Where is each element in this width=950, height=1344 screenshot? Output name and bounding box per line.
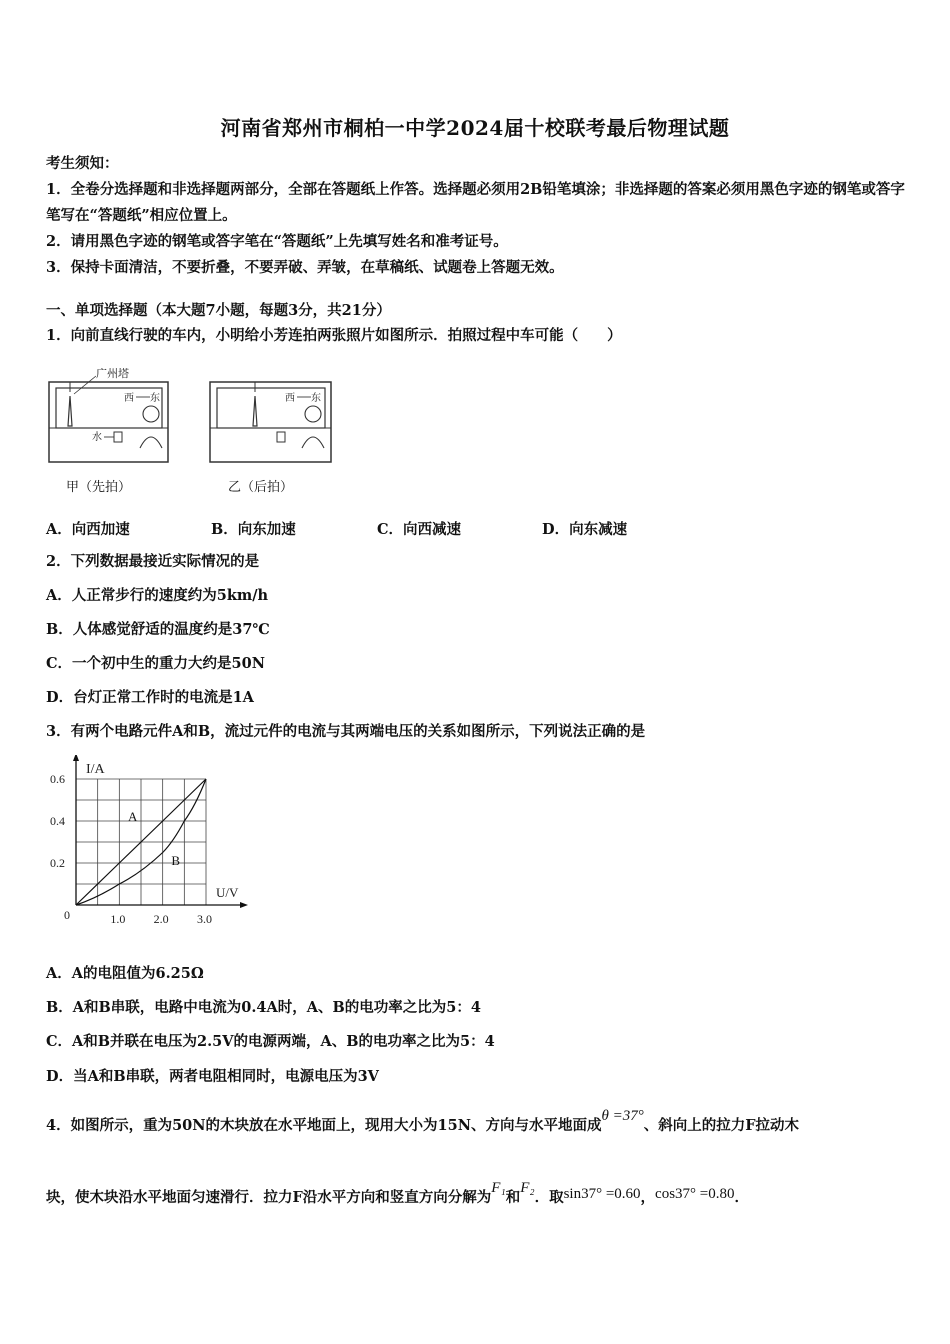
section-heading: 一、单项选择题（本大题7小题，每题3分，共21分） xyxy=(46,302,391,319)
y-axis-label: I/A xyxy=(86,762,105,777)
y-axis-arrow xyxy=(73,755,79,761)
caption-a: 甲（先拍） xyxy=(66,480,132,495)
water-bottle-icon xyxy=(277,432,285,442)
caption-b: 乙（后拍） xyxy=(228,480,294,495)
q4-cos: cos37° =0.80 xyxy=(655,1186,735,1202)
q2-option[interactable]: B．人体感觉舒适的温度约是37℃ xyxy=(46,621,270,638)
note-item: 3．保持卡面清洁，不要折叠，不要弄破、弄皱，在草稿纸、试题卷上答题无效。 xyxy=(46,259,564,276)
q1-option[interactable]: C．向西减速 xyxy=(377,521,462,538)
tower-icon xyxy=(68,396,72,426)
q1-stem: 1．向前直线行驶的车内，小明给小芳连拍两张照片如图所示．拍照过程中车可能（ ） xyxy=(46,327,622,344)
label-west: 西 xyxy=(285,393,295,404)
label-west: 西 xyxy=(124,393,134,404)
q4-text: ． xyxy=(734,1189,749,1206)
q4-text: 4．如图所示，重为50N的木块放在水平地面上，现用大小为15N、方向与水平地面成 xyxy=(46,1117,602,1134)
x-tick-label: 2.0 xyxy=(153,912,169,926)
label-tower: 广州塔 xyxy=(96,368,129,380)
q2-option[interactable]: D．台灯正常工作时的电流是1A xyxy=(46,689,254,706)
q2-option[interactable]: A．人正常步行的速度约为5km/h xyxy=(46,587,269,604)
exam-notes xyxy=(46,151,906,281)
q4-f1: F₁ xyxy=(491,1180,506,1196)
x-axis-arrow xyxy=(240,902,248,908)
note-item: 1．全卷分选择题和非选择题两部分，全部在答题纸上作答。选择题必须用2B铅笔填涂；非选择题的答案必须用黑色字迹的钢笔或答字笔写在“答题纸”相应位置上。 xyxy=(46,181,905,224)
girl-icon xyxy=(305,406,321,422)
q3-option[interactable]: D．当A和B串联，两者电阻相同时，电源电压为3V xyxy=(46,1068,379,1085)
q2-stem: 2．下列数据最接近实际情况的是 xyxy=(46,553,260,570)
note-item: 2．请用黑色字迹的钢笔或答字笔在“答题纸”上先填写姓名和准考证号。 xyxy=(46,233,508,250)
photo-a xyxy=(48,368,170,464)
x-axis-label: U/V xyxy=(216,885,239,900)
y-tick-label: 0.4 xyxy=(50,814,65,828)
q4-f2: F₂ xyxy=(520,1180,535,1196)
label-east: 东 xyxy=(150,393,160,404)
y-tick-label: 0.6 xyxy=(50,772,65,786)
y-tick-label: 0.2 xyxy=(50,856,65,870)
series-label-B: B xyxy=(171,853,181,869)
chart-labels xyxy=(50,762,239,926)
q3-option[interactable]: B．A和B串联，电路中电流为0.4A时，A、B的电功率之比为5：4 xyxy=(46,999,481,1016)
q4-text: 和 xyxy=(505,1189,521,1206)
q4-text: ， xyxy=(640,1189,656,1206)
q1-option[interactable]: D．向东减速 xyxy=(542,521,628,538)
q2-option[interactable]: C．一个初中生的重力大约是50N xyxy=(46,655,265,672)
q4-sin: sin37° =0.60 xyxy=(563,1186,641,1202)
page-title: 河南省郑州市桐柏一中学2024届十校联考最后物理试题 xyxy=(220,116,730,140)
q4-theta: θ =37° xyxy=(601,1108,644,1124)
label-east: 东 xyxy=(311,393,321,404)
q4-text: 块，使木块沿水平地面匀速滑行．拉力F沿水平方向和竖直方向分解为 xyxy=(46,1189,492,1206)
q1-option[interactable]: B．向东加速 xyxy=(211,521,296,538)
iu-chart xyxy=(44,755,254,935)
x-tick-label: 3.0 xyxy=(197,912,212,926)
q4-text: 、斜向上的拉力F拉动木 xyxy=(643,1117,799,1134)
q3-stem: 3．有两个电路元件A和B，流过元件的电流与其两端电压的关系如图所示，下列说法正确的是 xyxy=(46,723,646,740)
label-water: 水 xyxy=(92,432,102,443)
notes-heading: 考生须知： xyxy=(46,155,119,172)
q1-option[interactable]: A．向西加速 xyxy=(46,521,130,538)
series-label-A: A xyxy=(128,809,138,824)
photo-b xyxy=(209,368,333,464)
q3-option[interactable]: A．A的电阻值为6.25Ω xyxy=(46,965,204,982)
tower-icon xyxy=(253,396,257,426)
x-tick-label: 1.0 xyxy=(110,912,126,926)
q4-text: ．取 xyxy=(534,1189,564,1206)
girl-icon xyxy=(143,406,159,422)
origin-label: 0 xyxy=(64,908,70,922)
q3-option[interactable]: C．A和B并联在电压为2.5V的电源两端，A、B的电功率之比为5：4 xyxy=(46,1033,495,1050)
